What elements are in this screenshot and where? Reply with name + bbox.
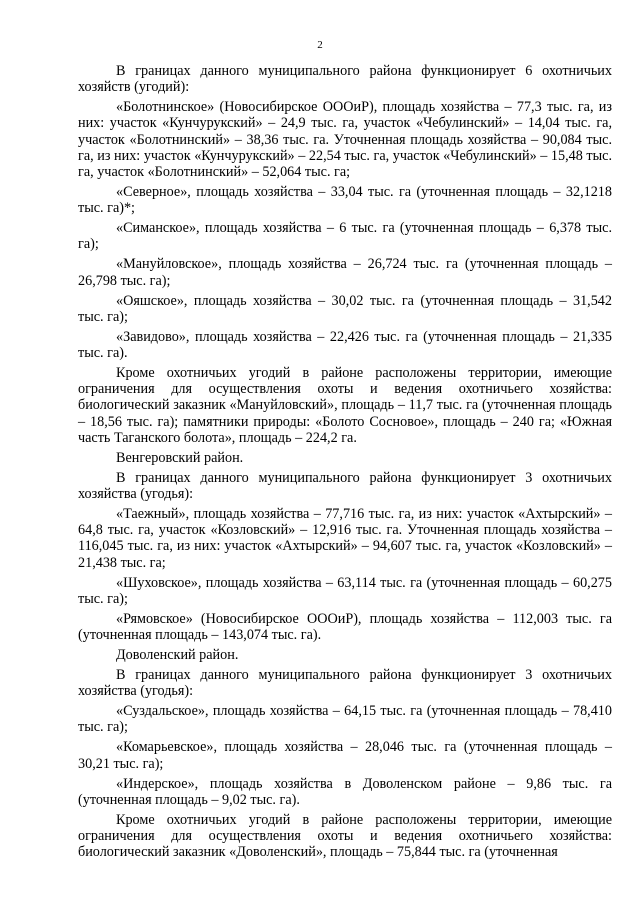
paragraph-ryamovskoe: «Рямовское» (Новосибирское ОООиР), площадь хозяйства – 112,003 тыс. га (уточненная площадь – 143,074 тыс. га). [78,610,612,644]
document-body [78,63,612,864]
paragraph-taezhny: «Таежный», площадь хозяйства – 77,716 тыс. га, из них: участок «Ахтырский» – 64,8 тыс. га, участок «Козловский» – 12,916 тыс. га. Уточненная площадь хозяйства – 116,045 тыс. га, из них: участок «Ахтырский» – 94,607 тыс. га, участок «Козловский» – 21,438 тыс. га; [78,506,612,571]
paragraph-intro-vengerovsky: В границах данного муниципального района функционирует 3 охотничьих хозяйства (угодья): [78,469,612,503]
paragraph-simanskoe: «Симанское», площадь хозяйства – 6 тыс. га (уточненная площадь – 6,378 тыс. га); [78,220,612,253]
paragraph-intro-dovolensky: В границах данного муниципального района функционирует 3 охотничьих хозяйства (угодья): [78,667,612,700]
paragraph-intro-district-1: В границах данного муниципального района функционирует 6 охотничьих хозяйств (угодий): [78,63,612,96]
paragraph-komarevskoe: «Комарьевское», площадь хозяйства – 28,046 тыс. га (уточненная площадь – 30,21 тыс. га); [78,739,612,772]
page-number: 2 [317,39,323,51]
paragraph-zavidovo: «Завидово», площадь хозяйства – 22,426 тыс. га (уточненная площадь – 21,335 тыс. га). [78,328,612,362]
paragraph-severnoe: «Северное», площадь хозяйства – 33,04 тыс. га (уточненная площадь – 32,1218 тыс. га)*; [78,184,612,217]
paragraph-heading-vengerovsky: Венгеровский район. [116,449,244,466]
paragraph-shukhovskoe: «Шуховское», площадь хозяйства – 63,114 тыс. га (уточненная площадь – 60,275 тыс. га); [78,574,612,607]
paragraph-manuylovskoe: «Мануйловское», площадь хозяйства – 26,724 тыс. га (уточненная площадь – 26,798 тыс. га); [78,256,612,289]
paragraph-inderskoe: «Индерское», площадь хозяйства в Доволенском районе – 9,86 тыс. га (уточненная площадь – 9,02 тыс. га). [78,775,612,808]
paragraph-suzdalskoe: «Суздальское», площадь хозяйства – 64,15 тыс. га (уточненная площадь – 78,410 тыс. га); [78,703,612,736]
paragraph-heading-dovolensky: Доволенский район. [116,647,239,664]
paragraph-bolotninskoe: «Болотнинское» (Новосибирское ОООиР), площадь хозяйства – 77,3 тыс. га, из них: участок «Кунчурукский» – 24,9 тыс. га, участок «Чебулинский» – 14,04 тыс. га, участок «Болотнинский» – 38,36 тыс. га. Уточненная площадь хозяйства – 90,084 тыс. га, из них: участок «Кунчурукский» – 22,54 тыс. га, участок «Чебулинский» – 15,48 тыс. га, участок «Болотнинский» – 52,064 тыс. га; [78,99,612,181]
paragraph-restricted-territories-1: Кроме охотничьих угодий в районе расположены территории, имеющие ограничения для осуществления охоты и ведения охотничьего хозяйства: биологический заказник «Мануйловский», площадь – 11,7 тыс. га (уточненная площадь – 18,56 тыс. га); памятники природы: «Болото Сосновое», площадь – 240 га; «Южная часть Таганского болота», площадь – 224,2 га. [78,365,612,446]
paragraph-restricted-territories-2: Кроме охотничьих угодий в районе расположены территории, имеющие ограничения для осуществления охоты и ведения охотничьего хозяйства: биологический заказник «Доволенский», площадь – 75,844 тыс. га (уточненная [78,811,612,861]
paragraph-oyashskoe: «Ояшское», площадь хозяйства – 30,02 тыс. га (уточненная площадь – 31,542 тыс. га); [78,292,612,325]
